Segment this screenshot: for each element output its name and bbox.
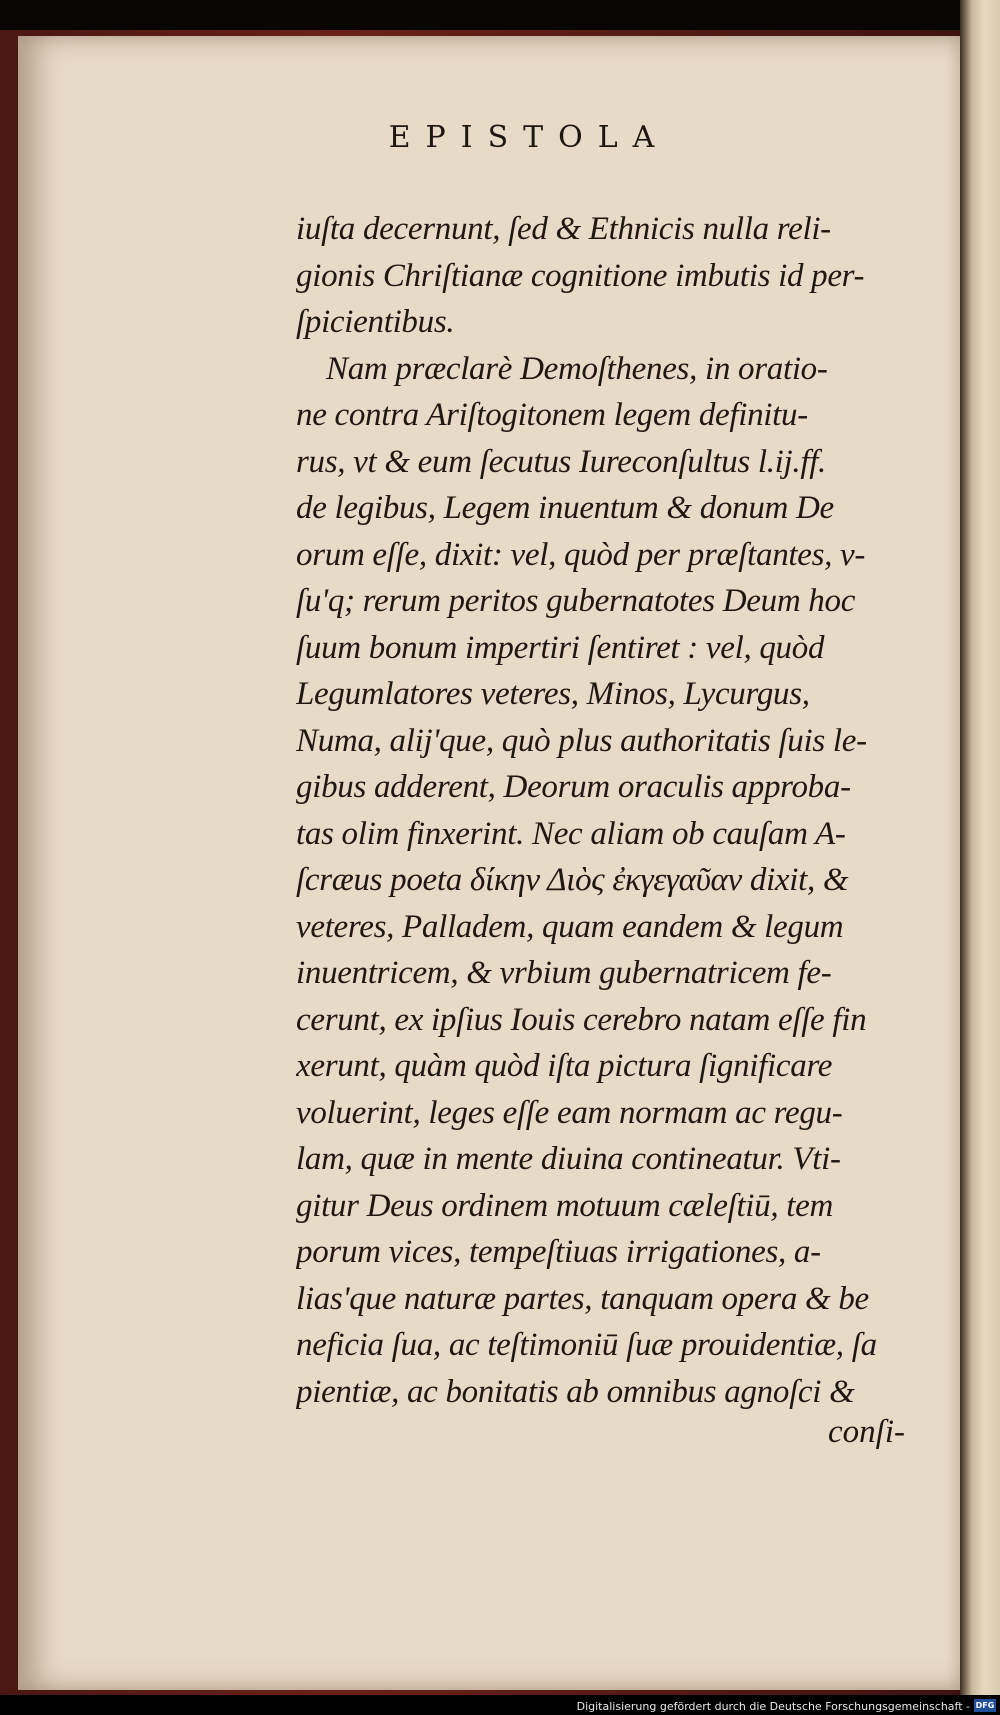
- footer-bar: [0, 1695, 1000, 1715]
- dfg-logo-icon: DFG: [975, 1701, 995, 1710]
- text-line: ſpicientibus.: [296, 304, 455, 340]
- text-line: voluerint, leges eſſe eam normam ac regu-: [296, 1094, 843, 1131]
- scanned-page: [18, 36, 960, 1690]
- text-line: ſu'q; rerum peritos gubernatotes Deum hoc: [296, 583, 856, 619]
- text-line: veteres, Palladem, quam eandem & legum: [296, 908, 844, 945]
- text-line: cerunt, ex ipſius Iouis cerebro natam eſſe fin: [296, 1001, 867, 1038]
- text-line: ſcræus poeta δίκην Διὸς ἐκγεγαῦαν dixit, &: [296, 862, 849, 898]
- text-line: rus, vt & eum ſecutus Iureconſultus l.ij.ff.: [296, 443, 827, 480]
- catchword: conſi-: [828, 1414, 905, 1450]
- text-line: Legumlatores veteres, Minos, Lycurgus,: [296, 676, 810, 712]
- text-line: pientiæ, ac bonitatis ab omnibus agnoſci &: [296, 1373, 855, 1410]
- text-line: ne contra Ariſtogitonem legem definitu-: [296, 397, 808, 433]
- text-line: neficia ſua, ac teſtimoniū ſuæ prouidentiæ, ſa: [296, 1327, 877, 1363]
- text-line: lias'que naturæ partes, tanquam opera & be: [296, 1280, 869, 1317]
- text-line: porum vices, tempeſtiuas irrigationes, a-: [296, 1234, 821, 1270]
- funding-credit: Digitalisierung gefördert durch die Deutsche Forschungsgemeinschaft -: [576, 1700, 970, 1713]
- running-header: EPISTOLA: [388, 120, 670, 155]
- text-line: inuentricem, & vrbium gubernatricem fe-: [296, 955, 832, 991]
- page-fore-edge: [960, 0, 1000, 1695]
- paragraph-start-line: Nam præclarè Demoſthenes, in oratio-: [326, 350, 828, 387]
- text-line: gitur Deus ordinem motuum cæleſtiū, tem: [296, 1187, 834, 1224]
- text-line: lam, quæ in mente diuina contineatur. Vti-: [296, 1141, 841, 1177]
- text-line: gibus adderent, Deorum oraculis approba-: [296, 769, 851, 805]
- text-line: xerunt, quàm quòd iſta pictura ſignificare: [296, 1048, 833, 1084]
- scan-top-border: [0, 0, 1000, 30]
- text-line: tas olim finxerint. Nec aliam ob cauſam A-: [296, 815, 846, 852]
- text-line: ſuum bonum impertiri ſentiret : vel, quòd: [296, 629, 825, 666]
- text-line: Numa, alij'que, quò plus authoritatis ſuis le-: [296, 722, 867, 759]
- text-line: orum eſſe, dixit: vel, quòd per præſtantes, v-: [296, 536, 866, 573]
- body-text: [296, 206, 936, 1415]
- text-line: gionis Chriſtianæ cognitione imbutis id per-: [296, 257, 865, 294]
- text-line: de legibus, Legem inuentum & donum De: [296, 490, 834, 526]
- text-line: iuſta decernunt, ſed & Ethnicis nulla reli-: [296, 211, 831, 247]
